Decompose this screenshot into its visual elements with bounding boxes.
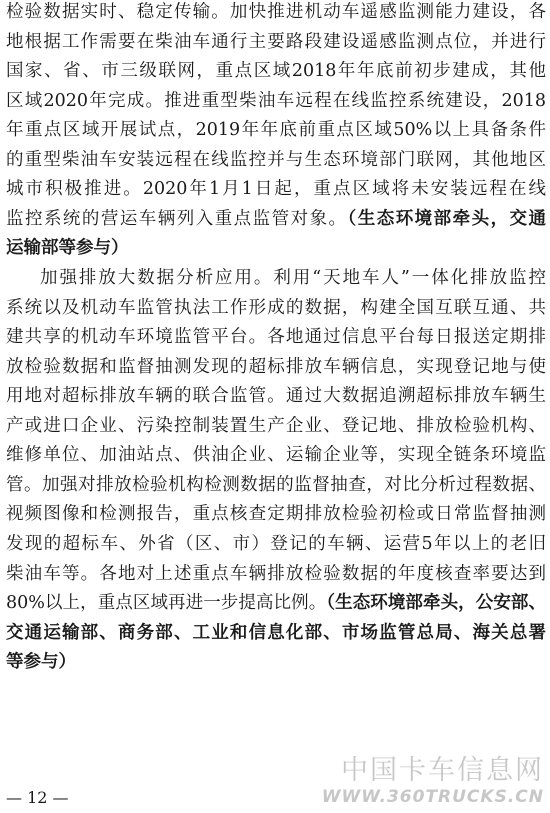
responsible-agencies-text: 交通运输部、商务部、工业和信息化部、市场监管总局、海关总署: [6, 622, 546, 643]
text-segment: 管。加强对排放检验机构检测数据的监督抽查，对比分析过程数据、: [6, 474, 546, 495]
text-line: [6, 326, 546, 348]
text-segment: 加强排放大数据分析应用。利用“天地车人”一体化排放监控: [40, 267, 546, 288]
responsible-agencies-text: （生态环境部牵头，公安部、: [326, 593, 546, 613]
text-segment: 80%以上，重点区域再进一步提高比例。: [6, 593, 327, 613]
text-line: [6, 474, 546, 496]
text-segment: 年重点区域开展试点，2019年年底前重点区域50%以上具备条件: [6, 120, 546, 141]
text-line: [6, 592, 546, 614]
text-segment: 放检验数据和监督抽测发现的超标排放车辆信息，实现登记地与使: [6, 356, 546, 377]
text-line: [6, 60, 546, 82]
text-segment: 柴油车等。各地对上述重点车辆排放检验数据的年度核查率要达到: [6, 563, 546, 584]
text-segment: 城市积极推进。2020年1月1日起，重点区域将未安装远程在线: [6, 179, 546, 200]
text-segment: 国家、省、市三级联网，重点区域2018年年底前初步建成，其他: [6, 61, 546, 82]
text-line: [6, 208, 546, 230]
text-line: [6, 149, 546, 171]
text-line: [6, 651, 546, 673]
text-segment: 用地对超标排放车辆的联合监管。通过大数据追溯超标排放车辆生: [6, 386, 546, 407]
text-segment: 产或进口企业、污染控制装置生产企业、登记地、排放检验机构、: [6, 415, 546, 436]
text-line: [6, 31, 546, 53]
text-line: [6, 622, 546, 644]
text-segment: 地根据工作需要在柴油车通行主要路段建设遥感监测点位，并进行: [6, 31, 546, 52]
text-segment: 维修单位、加油站点、供油企业、运输企业等，实现全链条环境监: [6, 445, 546, 466]
text-line: [6, 297, 546, 319]
text-line: [6, 563, 546, 585]
watermark-site-name: 中国卡车信息网: [341, 755, 544, 786]
text-line: [6, 533, 546, 555]
text-line: [6, 356, 546, 378]
text-segment: 监控系统的营运车辆列入重点监管对象。: [6, 208, 348, 229]
responsible-agencies-text: 等参与）: [6, 652, 76, 673]
text-line: [6, 385, 546, 407]
responsible-agencies-text: （生态环境部牵头，交通: [347, 208, 546, 229]
text-segment: 检验数据实时、稳定传输。加快推进机动车遥感监测能力建设，各: [6, 2, 546, 22]
text-segment: 系统以及机动车监管执法工作形成的数据，构建全国互联互通、共: [6, 297, 546, 318]
text-line: [6, 237, 546, 259]
watermark: [322, 755, 544, 807]
text-line: [6, 415, 546, 437]
watermark-site-url: WWW.360TRUCKS.CN: [321, 787, 544, 807]
text-segment: 发现的超标车、外省（区、市）登记的车辆、运营5年以上的老旧: [6, 533, 546, 554]
text-line: [6, 90, 546, 112]
text-line: [6, 503, 546, 525]
text-line: [6, 119, 546, 141]
text-line: [6, 1, 546, 23]
text-line: [6, 444, 546, 466]
page-number: — 12 —: [6, 788, 69, 807]
text-segment: 建共享的机动车环境监管平台。各地通过信息平台每日报送定期排: [6, 327, 546, 348]
responsible-agencies-text: 运输部等参与）: [6, 238, 129, 259]
text-segment: 视频图像和检测报告，重点核查定期排放检验初检或日常监督抽测: [6, 504, 546, 525]
text-segment: 区域2020年完成。推进重型柴油车远程在线监控系统建设，2018: [6, 90, 546, 111]
text-line: [40, 267, 546, 289]
text-line: [6, 178, 546, 200]
text-segment: 的重型柴油车安装远程在线监控并与生态环境部门联网，其他地区: [6, 149, 546, 170]
